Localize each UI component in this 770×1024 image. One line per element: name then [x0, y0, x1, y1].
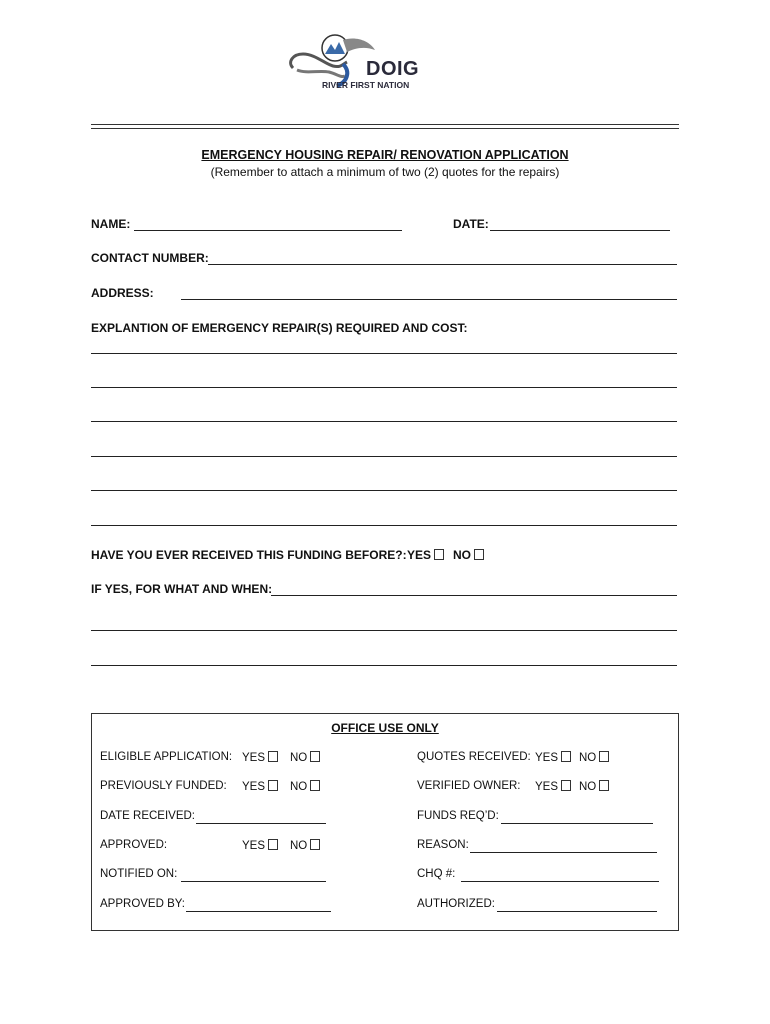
explanation-label: EXPLANTION OF EMERGENCY REPAIR(S) REQUIRED AND COST:	[91, 321, 468, 335]
verified-yes-label: YES	[535, 781, 559, 793]
approved-by-label: APPROVED BY:	[100, 898, 186, 910]
prev-funded-no-label: NO	[290, 781, 308, 793]
eligible-yes[interactable]	[242, 751, 278, 764]
prev-funded-yes-checkbox[interactable]	[268, 780, 278, 791]
reason-label: REASON:	[417, 839, 469, 851]
funds-reqd-field[interactable]	[501, 823, 653, 824]
approved-no[interactable]	[290, 839, 320, 852]
if-yes-line[interactable]	[91, 665, 677, 666]
notified-on-field[interactable]	[181, 881, 326, 882]
verified-no-label: NO	[579, 781, 597, 793]
quotes-received-label: QUOTES RECEIVED:	[417, 751, 531, 763]
date-received-field[interactable]	[196, 823, 326, 824]
date-label: DATE:	[453, 217, 489, 231]
prev-funded-no-checkbox[interactable]	[310, 780, 320, 791]
address-label: ADDRESS:	[91, 286, 154, 300]
eligible-no-checkbox[interactable]	[310, 751, 320, 762]
verified-yes-checkbox[interactable]	[561, 780, 571, 791]
chq-field[interactable]	[461, 881, 659, 882]
name-field[interactable]	[134, 230, 402, 231]
form-subtitle: (Remember to attach a minimum of two (2) quotes for the repairs)	[210, 165, 560, 179]
contact-label: CONTACT NUMBER:	[91, 251, 209, 265]
approved-label: APPROVED:	[100, 839, 168, 851]
authorized-field[interactable]	[497, 911, 657, 912]
verified-no[interactable]	[579, 780, 609, 793]
quotes-yes-checkbox[interactable]	[561, 751, 571, 762]
eligible-yes-label: YES	[242, 752, 266, 764]
header-rule-top	[91, 124, 679, 125]
quotes-yes[interactable]	[535, 751, 571, 764]
funding-no-label: NO	[453, 548, 471, 562]
name-label: NAME:	[91, 217, 131, 231]
logo-subtitle: RIVER FIRST NATION	[322, 80, 410, 90]
contact-field[interactable]	[208, 264, 677, 265]
date-field[interactable]	[490, 230, 670, 231]
funds-reqd-label: FUNDS REQ’D:	[417, 810, 499, 822]
office-use-title: OFFICE USE ONLY	[331, 721, 439, 735]
prev-funded-yes[interactable]	[242, 780, 278, 793]
funding-yes-checkbox[interactable]	[434, 549, 444, 560]
verified-yes[interactable]	[535, 780, 571, 793]
form-title: EMERGENCY HOUSING REPAIR/ RENOVATION APPLICATION	[201, 148, 569, 162]
verified-owner-label: VERIFIED OWNER:	[417, 780, 521, 792]
if-yes-label: IF YES, FOR WHAT AND WHEN:	[91, 582, 273, 596]
approved-no-checkbox[interactable]	[310, 839, 320, 850]
funding-question: HAVE YOU EVER RECEIVED THIS FUNDING BEFORE?:	[91, 548, 407, 562]
eligible-label: ELIGIBLE APPLICATION:	[100, 751, 233, 763]
quotes-no[interactable]	[579, 751, 609, 764]
explanation-line[interactable]	[91, 353, 677, 354]
notified-on-label: NOTIFIED ON:	[100, 868, 178, 880]
eligible-no-label: NO	[290, 752, 308, 764]
funding-no-option[interactable]	[453, 548, 484, 562]
funding-yes-label: YES	[407, 548, 432, 562]
prev-funded-yes-label: YES	[242, 781, 266, 793]
chq-label: CHQ #:	[417, 868, 456, 880]
explanation-line[interactable]	[91, 490, 677, 491]
quotes-no-label: NO	[579, 752, 597, 764]
explanation-line[interactable]	[91, 525, 677, 526]
funding-no-checkbox[interactable]	[474, 549, 484, 560]
approved-yes-label: YES	[242, 840, 266, 852]
authorized-label: AUTHORIZED:	[417, 898, 495, 910]
approved-yes-checkbox[interactable]	[268, 839, 278, 850]
header-rule-bottom	[91, 128, 679, 129]
eligible-yes-checkbox[interactable]	[268, 751, 278, 762]
address-field[interactable]	[181, 299, 677, 300]
quotes-no-checkbox[interactable]	[599, 751, 609, 762]
explanation-line[interactable]	[91, 421, 677, 422]
verified-no-checkbox[interactable]	[599, 780, 609, 791]
approved-by-field[interactable]	[186, 911, 331, 912]
prev-funded-no[interactable]	[290, 780, 320, 793]
date-received-label: DATE RECEIVED:	[100, 810, 195, 822]
explanation-line[interactable]	[91, 456, 677, 457]
eligible-no[interactable]	[290, 751, 320, 764]
reason-field[interactable]	[470, 852, 657, 853]
approved-yes[interactable]	[242, 839, 278, 852]
prev-funded-label: PREVIOUSLY FUNDED:	[100, 780, 227, 792]
explanation-line[interactable]	[91, 387, 677, 388]
logo-title: DOIG	[366, 58, 420, 80]
if-yes-line[interactable]	[91, 630, 677, 631]
funding-yes-option[interactable]	[407, 548, 444, 562]
approved-no-label: NO	[290, 840, 308, 852]
quotes-yes-label: YES	[535, 752, 559, 764]
if-yes-field[interactable]	[271, 595, 677, 596]
